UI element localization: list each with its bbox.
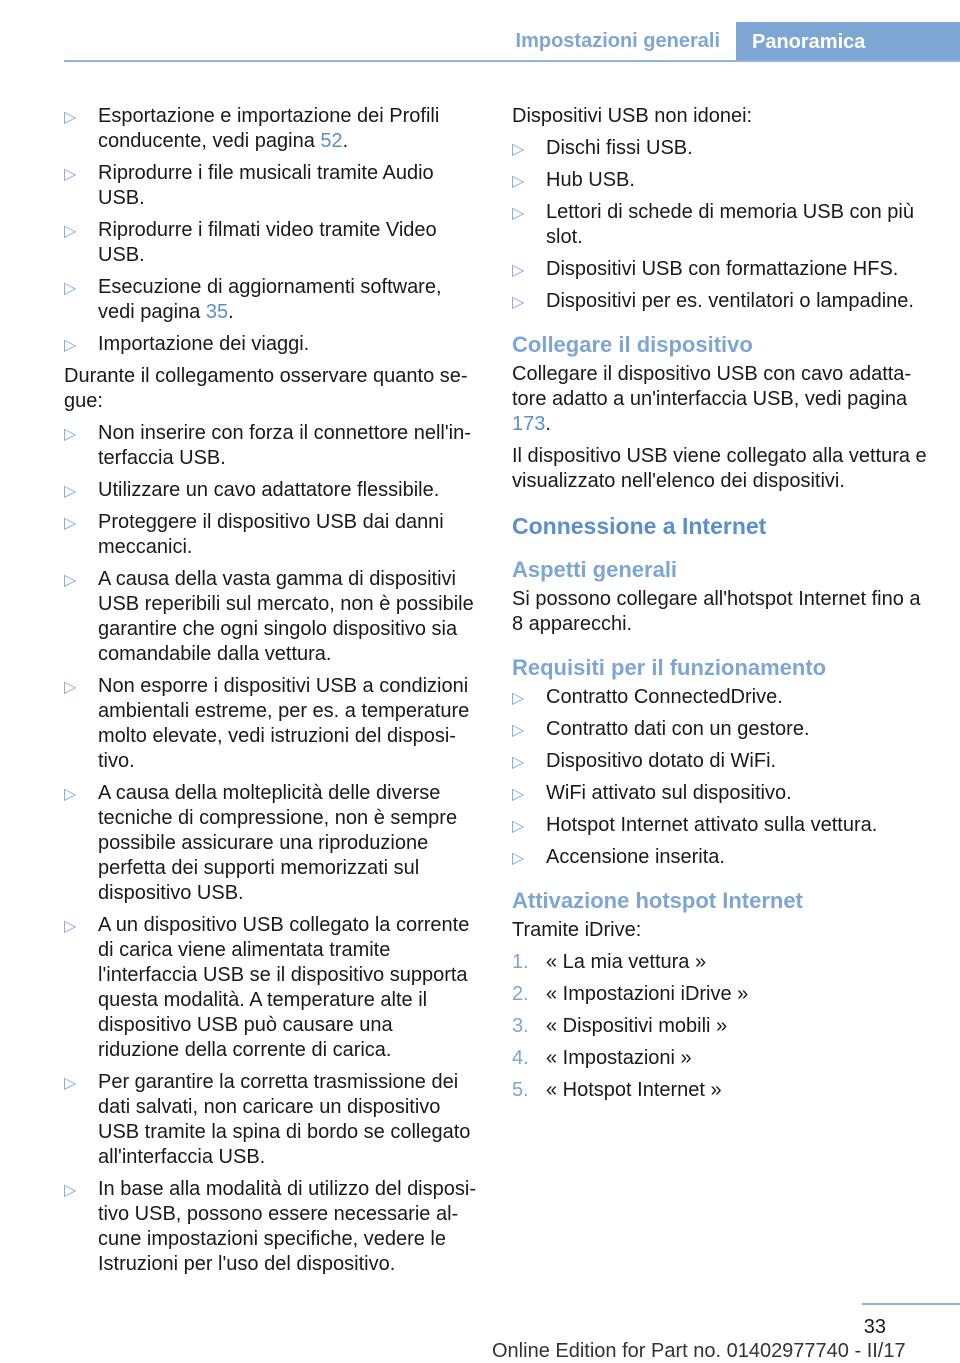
list-item: ▷ Importazione dei viaggi. [64,332,476,357]
page-link[interactable]: 35 [205,301,229,323]
list-item: 3. « Dispositivi mobili » [512,1015,728,1037]
list-item: ▷ Dispositivo dotato di WiFi. [512,749,932,774]
paragraph: Tramite iDrive: [512,919,642,941]
paragraph: Si possono collegare all'hotspot Internet fino a 8 apparecchi. [512,588,921,635]
steps-list [512,950,932,1103]
page-link[interactable]: 173 [512,413,546,435]
list-item: ▷ Contratto dati con un gestore. [512,717,932,742]
section-heading: Attivazione hotspot Internet [512,888,803,913]
list-item: ▷ A un dispositivo USB collegato la corrente di carica viene alimentata tramite l'interfaccia USB se il dispositivo supporta questa modalità. A temperature alte il dispositivo USB può causare una riduzione della corrente di carica. [64,913,476,1063]
list-item: ▷ Riprodurre i filmati video tramite Video USB. [64,218,476,268]
list-item: ▷ Per garantire la corretta trasmissione dei dati salvati, non caricare un dispositivo USB tramite la spina di bordo se collegato all'interfaccia USB. [64,1070,476,1170]
list-item: ▷ Proteggere il dispositivo USB dai danni meccanici. [64,510,476,560]
list-item: 5. « Hotspot Internet » [512,1079,722,1101]
list-item: ▷ Hub USB. [512,168,932,193]
list-item: ▷ A causa della molteplicità delle diverse tecniche di compressione, non è sempre possibile assicurare una riproduzione perfetta dei supporti memorizzati sul dispositivo USB. [64,781,476,906]
features-list [64,104,476,357]
list-item: ▷ A causa della vasta gamma di dispositivi USB reperibili sul mercato, non è possibile garantire che ogni singolo dispositivo sia comandabile dalla vettura. [64,567,476,667]
footer-divider [862,1303,960,1305]
chapter-heading: Connessione a Internet [512,513,767,539]
left-column [64,104,476,1284]
list-item: 2. « Impostazioni iDrive » [512,983,749,1005]
header-section-title: Impostazioni generali [515,30,720,52]
section-heading: Collegare il dispositivo [512,332,753,357]
list-item: ▷ Hotspot Internet attivato sulla vettura. [512,813,932,838]
list-item: ▷ Utilizzare un cavo adattatore flessibile. [64,478,476,503]
requirements-list [512,685,932,870]
list-item: ▷ Riprodurre i file musicali tramite Audio USB. [64,161,476,211]
footer-edition: Online Edition for Part no. 01402977740 - II/17 [492,1340,906,1362]
page-number: 33 [863,1316,886,1338]
list-item: 1. « La mia vettura » [512,951,707,973]
list-item: ▷ In base alla modalità di utilizzo del dispositivo USB, possono essere necessarie alcune impostazioni specifiche, vedere le Istruzioni per l'uso del dispositivo. [64,1177,476,1277]
page-link[interactable]: 52 [320,130,343,152]
paragraph: Il dispositivo USB viene collegato alla vettura e visualizzato nell'elenco dei dispositivi. [512,445,927,492]
list-item: 4. « Impostazioni » [512,1047,692,1069]
paragraph: Durante il collegamento osservare quanto segue: [64,365,468,412]
right-column [512,104,932,1110]
list-item: ▷ Dischi fissi USB. [512,136,932,161]
list-item: ▷ Lettori di schede di memoria USB con più slot. [512,200,932,250]
precautions-list [64,421,476,1277]
unsuitable-devices-list [512,136,932,314]
list-item: ▷ Esecuzione di aggiornamenti software, vedi pagina 35. [64,275,476,325]
header-divider [64,60,960,62]
list-item: ▷ Esportazione e importazione dei Profili conducente, vedi pagina 52. [64,104,476,154]
header-tab: Panoramica [736,22,960,62]
list-item: ▷ WiFi attivato sul dispositivo. [512,781,932,806]
list-item: ▷ Dispositivi USB con formattazione HFS. [512,257,932,282]
list-item: ▷ Contratto ConnectedDrive. [512,685,932,710]
list-item: ▷ Dispositivi per es. ventilatori o lampadine. [512,289,932,314]
section-heading: Requisiti per il funzionamento [512,655,827,680]
list-item: ▷ Non esporre i dispositivi USB a condizioni ambientali estreme, per es. a temperature molto elevate, vedi istruzioni del dispositivo. [64,674,476,774]
section-heading: Aspetti generali [512,557,678,582]
list-item: ▷ Accensione inserita. [512,845,932,870]
paragraph: Collegare il dispositivo USB con cavo adattatore adatto a un'interfaccia USB, vedi pagina 173. [512,363,912,435]
paragraph: Dispositivi USB non idonei: [512,105,753,127]
list-item: ▷ Non inserire con forza il connettore nell'interfaccia USB. [64,421,476,471]
